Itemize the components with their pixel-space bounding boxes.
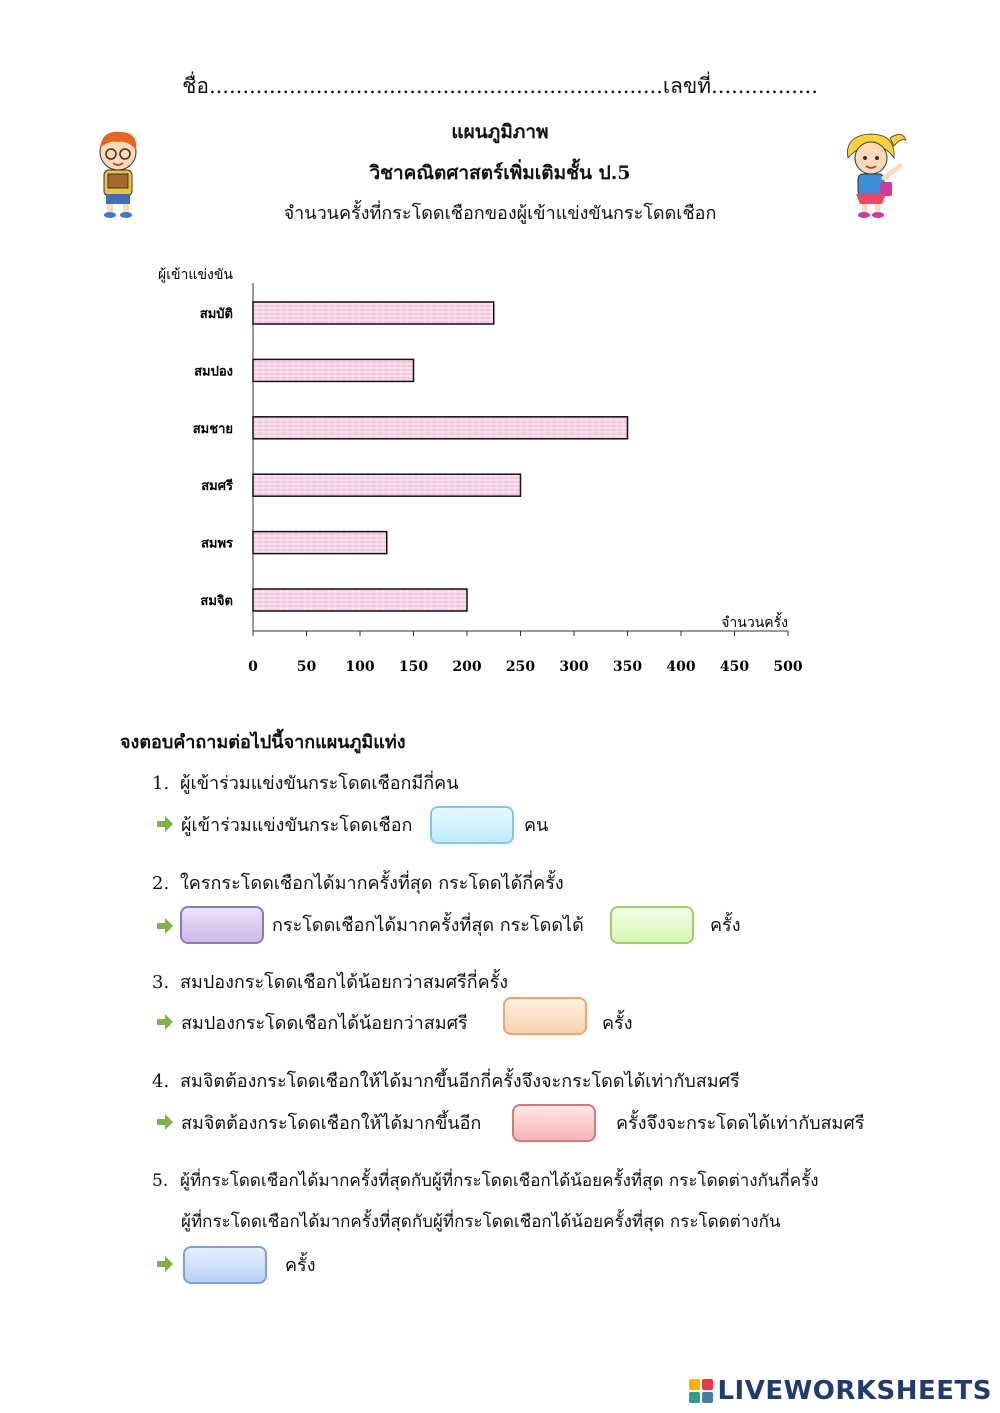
x-tick-label: 0 <box>248 659 258 675</box>
category-label: สมจิต <box>200 594 233 609</box>
arrow-right-icon <box>155 916 175 936</box>
answer-4-prefix: สมจิตต้องกระโดดเชือกให้ได้มากขึ้นอีก <box>181 1113 482 1134</box>
x-axis-label: จำนวนครั้ง <box>721 615 788 631</box>
answer-3-suffix: ครั้ง <box>602 1013 633 1034</box>
x-tick-label: 50 <box>296 659 317 675</box>
y-axis-label: ผู้เข้าแข่งขัน <box>158 267 233 283</box>
bar-3 <box>253 474 521 496</box>
category-label: สมปอง <box>194 364 233 380</box>
name-number-line: ชื่อ....................................................................เลขที่................ <box>182 74 818 98</box>
answer-1-input[interactable] <box>430 806 514 844</box>
answer-4-input[interactable] <box>512 1104 596 1142</box>
question-number: 2. <box>152 873 170 894</box>
question-number: 1. <box>152 773 170 794</box>
question-4 <box>152 1066 740 1095</box>
bar-chart <box>140 255 840 685</box>
chart-subtitle: จำนวนครั้งที่กระโดดเชือกของผู้เข้าแข่งขันกระโดดเชือก <box>283 203 717 224</box>
x-tick-label: 450 <box>719 659 750 675</box>
bar-1 <box>253 359 414 381</box>
bar-4 <box>253 532 387 554</box>
question-text: สมจิตต้องกระโดดเชือกให้ได้มากขึ้นอีกกี่ครั้งจึงจะกระโดดได้เท่ากับสมศรี <box>180 1071 740 1092</box>
instructions: จงตอบคำถามต่อไปนี้จากแผนภูมิแท่ง <box>120 732 406 753</box>
bar-0 <box>253 302 494 324</box>
answer-2-name-input[interactable] <box>180 906 264 944</box>
category-label: สมชาย <box>192 421 233 437</box>
liveworksheets-brand[interactable] <box>689 1376 992 1406</box>
answer-5-prefix: ผู้ที่กระโดดเชือกได้มากครั้งที่สุดกับผู้ที่กระโดดเชือกได้น้อยครั้งที่สุด กระโดดต่างกัน <box>181 1212 781 1232</box>
main-title: แผนภูมิภาพ <box>451 121 549 143</box>
bar-2 <box>253 417 628 439</box>
answer-4-suffix: ครั้งจึงจะกระโดดได้เท่ากับสมศรี <box>616 1113 865 1134</box>
arrow-right-icon <box>155 1112 175 1132</box>
x-tick-label: 150 <box>398 659 429 675</box>
answer-3-prefix: สมปองกระโดดเชือกได้น้อยกว่าสมศรี <box>181 1013 468 1034</box>
question-5 <box>152 1167 819 1194</box>
x-tick-label: 350 <box>612 659 643 675</box>
question-3 <box>152 967 508 996</box>
question-text: ผู้ที่กระโดดเชือกได้มากครั้งที่สุดกับผู้ที่กระโดดเชือกได้น้อยครั้งที่สุด กระโดดต่างกันกี่ครั้ง <box>180 1171 819 1191</box>
x-tick-label: 250 <box>505 659 536 675</box>
question-2 <box>152 868 564 897</box>
course-title: วิชาคณิตศาสตร์เพิ่มเติมชั้น ป.5 <box>369 162 631 184</box>
question-number: 4. <box>152 1071 170 1092</box>
bar-5 <box>253 589 467 611</box>
answer-1-suffix: คน <box>524 815 549 836</box>
x-tick-label: 500 <box>773 659 803 675</box>
category-label: สมพร <box>200 536 233 552</box>
x-tick-label: 100 <box>345 659 375 675</box>
liveworksheets-logo-icon <box>689 1379 713 1403</box>
category-label: สมบัติ <box>199 307 233 322</box>
answer-1-prefix: ผู้เข้าร่วมแข่งขันกระโดดเชือก <box>181 815 413 836</box>
x-tick-label: 200 <box>452 659 482 675</box>
answer-5-input[interactable] <box>183 1246 267 1284</box>
arrow-right-icon <box>155 1012 175 1032</box>
answer-2-suffix: ครั้ง <box>710 915 741 936</box>
question-text: สมปองกระโดดเชือกได้น้อยกว่าสมศรีกี่ครั้ง <box>180 972 509 993</box>
x-tick-label: 400 <box>666 659 696 675</box>
category-label: สมศรี <box>201 479 233 495</box>
question-1 <box>152 768 459 797</box>
answer-5-suffix: ครั้ง <box>285 1255 316 1276</box>
brand-text: LIVEWORKSHEETS <box>717 1376 992 1406</box>
arrow-right-icon <box>155 1254 175 1274</box>
question-text: ผู้เข้าร่วมแข่งขันกระโดดเชือกมีกี่คน <box>180 773 459 794</box>
answer-3-input[interactable] <box>503 997 587 1035</box>
answer-2-count-input[interactable] <box>610 906 694 944</box>
answer-2-middle: กระโดดเชือกได้มากครั้งที่สุด กระโดดได้ <box>272 915 584 936</box>
question-number: 5. <box>152 1171 169 1191</box>
question-text: ใครกระโดดเชือกได้มากครั้งที่สุด กระโดดได้กี่ครั้ง <box>180 873 564 894</box>
x-tick-label: 300 <box>559 659 589 675</box>
arrow-right-icon <box>155 814 175 834</box>
question-number: 3. <box>152 972 170 993</box>
